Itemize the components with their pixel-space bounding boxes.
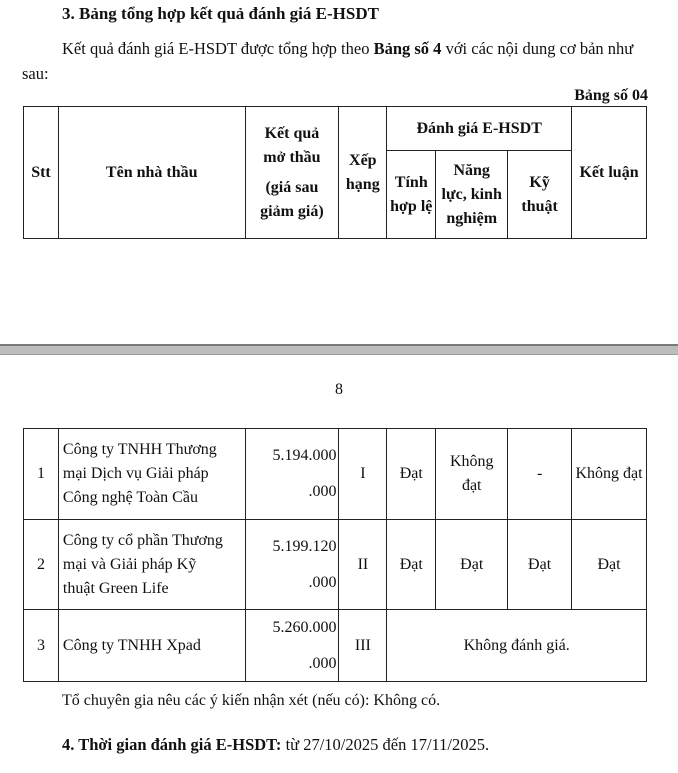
table-row (24, 610, 647, 682)
row-conclusion: Không đạt (572, 429, 647, 520)
section-3-heading: 3. Bảng tổng hợp kết quả đánh giá E-HSDT (62, 4, 379, 23)
row-rank: III (339, 610, 387, 682)
row-conclusion: Đạt (572, 520, 647, 610)
header-bid-result: Kết quả mở thầu (giá sau giảm giá) (245, 107, 339, 239)
header-validity: Tính hợp lệ (387, 151, 436, 239)
table-row (24, 429, 647, 520)
row-stt: 2 (24, 520, 59, 610)
section-3-intro (22, 36, 662, 86)
page-break-divider (0, 344, 678, 355)
section-4-title: 4. Thời gian đánh giá E-HSDT: (62, 735, 282, 754)
row-stt: 3 (24, 610, 59, 682)
header-evaluation-group: Đánh giá E-HSDT (387, 107, 572, 151)
header-technical: Kỹ thuật (508, 151, 572, 239)
row-technical: - (508, 429, 572, 520)
table-number-label: Bảng số 04 (574, 87, 648, 104)
header-capacity-experience: Năng lực, kinh nghiệm (436, 151, 508, 239)
intro-table-ref: Bảng số 4 (373, 39, 442, 58)
row-capacity: Đạt (436, 520, 508, 610)
intro-text-before: Kết quả đánh giá E-HSDT được tổng hợp theo (62, 39, 374, 58)
row-bid-price: 5.260.000 .000 (245, 610, 339, 682)
row-validity: Đạt (387, 429, 436, 520)
expert-note: Tổ chuyên gia nêu các ý kiến nhận xét (nếu có): Không có. (62, 692, 441, 709)
row-contractor-name: Công ty cổ phần Thương mại và Giải pháp Kỹ thuật Green Life (58, 520, 245, 610)
row-rank: II (339, 520, 387, 610)
header-contractor-name: Tên nhà thầu (58, 107, 245, 239)
header-stt: Stt (24, 107, 59, 239)
row-bid-price: 5.194.000 .000 (245, 429, 339, 520)
row-bid-price: 5.199.120 .000 (245, 520, 339, 610)
header-rank: Xếp hạng (339, 107, 387, 239)
results-table-body (23, 428, 647, 682)
row-contractor-name: Công ty TNHH Thương mại Dịch vụ Giải pháp Công nghệ Toàn Cầu (58, 429, 245, 520)
row-not-evaluated: Không đánh giá. (387, 610, 647, 682)
section-4-dates: từ 27/10/2025 đến 17/11/2025. (281, 735, 490, 754)
row-validity: Đạt (387, 520, 436, 610)
row-contractor-name: Công ty TNHH Xpad (58, 610, 245, 682)
intro-text-after: với các nội dung cơ bản như sau: (22, 39, 634, 83)
table-row (24, 520, 647, 610)
page-number: 8 (335, 381, 343, 398)
results-table-header (23, 106, 647, 239)
row-technical: Đạt (508, 520, 572, 610)
row-capacity: Không đạt (436, 429, 508, 520)
section-4-heading (62, 735, 489, 755)
row-rank: I (339, 429, 387, 520)
row-stt: 1 (24, 429, 59, 520)
header-conclusion: Kết luận (572, 107, 647, 239)
